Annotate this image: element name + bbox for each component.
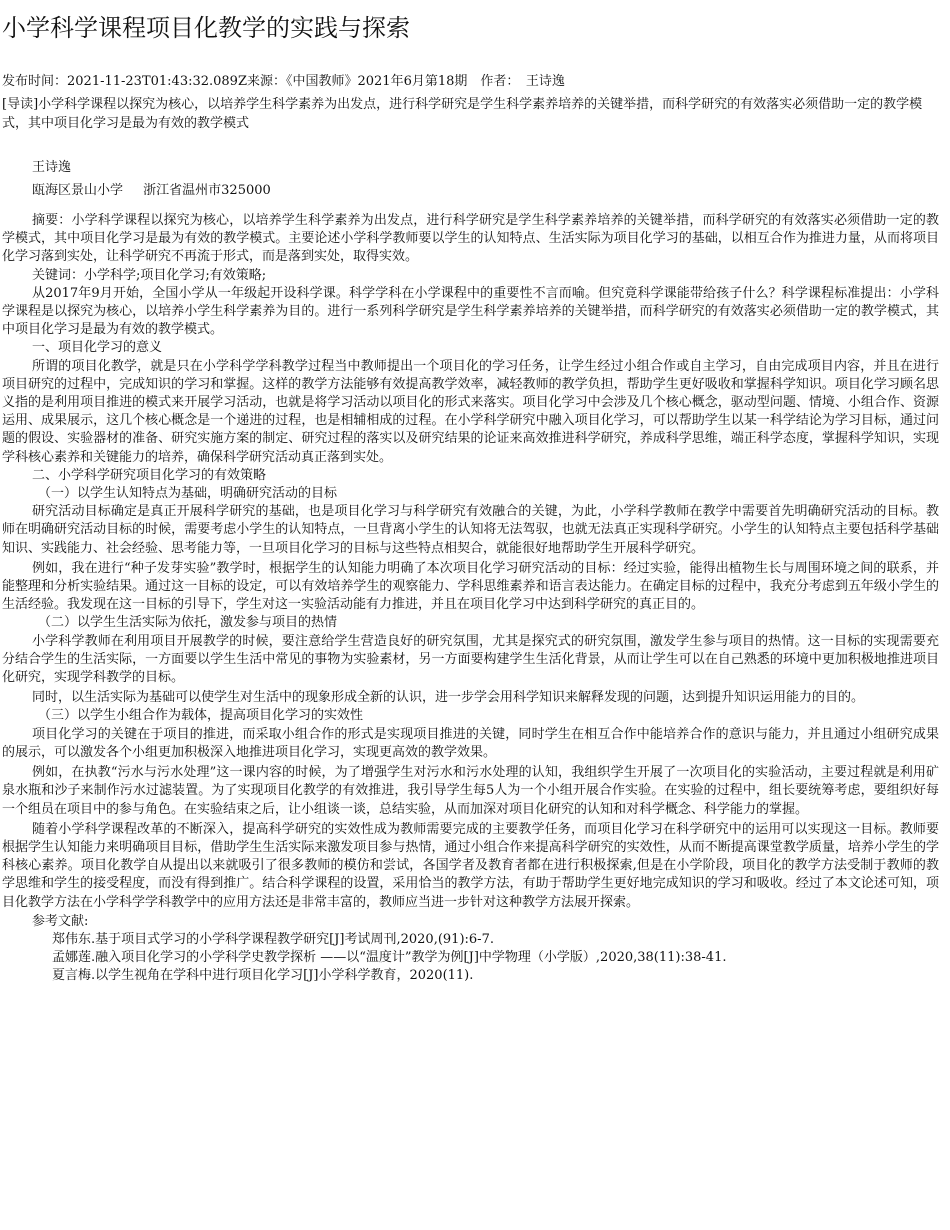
affiliation-school: 瓯海区景山小学 [32, 183, 124, 198]
subsection-2-paragraph: 小学科学教师在利用项目开展教学的时候，要注意给学生营造良好的研究氛围，尤其是探究式的研究氛围，激发学生参与项目的热情。这一目标的实现需要充分结合学生的生活实际，一方面要以学生生活中常见的事物为实验素材，另一方面要构建学生生活化背景，从而让学生可以在自己熟悉的环境中更加积极地推进项目化研究，实现学科教学的目标。 [2, 633, 939, 686]
references [2, 913, 939, 986]
subsection-2-paragraph-2: 同时，以生活实际为基础可以使学生对生活中的现象形成全新的认识，进一步学会用科学知识来解释发现的问题，达到提升知识运用能力的目的。 [32, 690, 865, 706]
author-name: 王诗逸 [32, 160, 72, 175]
article-meta: 发布时间：2021-11-23T01:43:32.089Z来源：《中国教师》2021年6月第18期 作者： 王诗逸 [2, 74, 565, 89]
article-lead: [导读]小学科学课程以探究为核心，以培养学生科学素养为出发点，进行科学研究是学生科学素养培养的关键举措，而科学研究的有效落实必须借助一定的教学模式，其中项目化学习是最为有效的教学模式 [2, 97, 923, 131]
author-block [32, 156, 287, 202]
article-title: 小学科学课程项目化教学的实践与探索 [2, 14, 410, 42]
abstract: 摘要：小学科学课程以探究为核心，以培养学生科学素养为出发点，进行科学研究是学生科学素养培养的关键举措，而科学研究的有效落实必须借助一定的教学模式，其中项目化学习是最为有效的教学模式。主要论述小学科学教师要以学生的认知特点、生活实际为项目化学习的基础，以相互合作为推进力量，从而将项目化学习落到实处，让科学研究不再流于形式，而是落到实处，取得实效。 [2, 213, 939, 265]
reference-item: 夏言梅.以学生视角在学科中进行项目化学习[J]小学科学教育，2020(11). [52, 968, 474, 984]
author-affiliation [32, 179, 287, 202]
subsection-3-paragraph: 项目化学习的关键在于项目的推进，而采取小组合作的形式是实现项目推进的关键，同时学生在相互合作中能培养合作的意识与能力，并且通过小组研究成果的展示，可以激发各个小组更加积极深入地推进项目化学习，实现更高效的教学效果。 [2, 726, 939, 760]
conclusion-paragraph: 随着小学科学课程改革的不断深入，提高科学研究的实效性成为教师需要完成的主要教学任务，而项目化学习在科学研究中的运用可以实现这一目标。教师要根据学生认知能力来明确项目目标，借助学生生活实际来激发项目参与热情，通过小组合作来提高科学研究的实效性，从而不断提高课堂教学质量，培养小学生的学科核心素养。项目化教学自从提出以来就吸引了很多教师的模仿和尝试，各国学者及教育者都在进行积极探索,但是在小学阶段，项目化的教学方法受制于教师的教学思维和学生的接受程度，而没有得到推广。结合科学课程的设置，采用恰当的教学方法，有助于帮助学生更好地完成知识的学习和吸收。经过了本文论述可知，项目化教学方法在小学科学学科教学中的应用方法还是非常丰富的，教师应当进一步针对这种教学方法展开探索。 [2, 821, 939, 910]
section-1-paragraph: 所谓的项目化教学，就是只在小学科学学科教学过程当中教师提出一个项目化的学习任务，让学生经过小组合作或自主学习，自由完成项目内容，并且在进行项目研究的过程中，完成知识的学习和掌握。这样的教学方法能够有效提高教学效率，减轻教师的教学负担，帮助学生更好吸收和掌握科学知识。项目化学习顾名思义指的是利用项目推进的模式来开展学习活动，也就是将学习活动以项目化的形式来落实。项目化学习中会涉及几个核心概念，驱动型问题、情境、小组合作、资源运用、成果展示，这几个核心概念是一个递进的过程，也是相辅相成的过程。在小学科学研究中融入项目化学习，可以帮助学生以某一科学结论为学习目标，通过问题的假设、实验器材的准备、研究实施方案的制定、研究过程的落实以及研究结果的论证来高效推进科学研究，养成科学思维，端正科学态度，掌握科学知识，实现学科核心素养和关键能力的培养，确保科学研究活动真正落到实处。 [2, 358, 939, 465]
reference-item: 郑伟东.基于项目式学习的小学科学课程教学研究[J]考试周刊,2020,(91):6-7. [52, 931, 494, 947]
subsection-heading-2: （二）以学生生活实际为依托，激发参与项目的热情 [38, 615, 338, 631]
keywords: 关键词：小学科学;项目化学习;有效策略; [32, 267, 267, 283]
subsection-heading-3: （三）以学生小组合作为载体，提高项目化学习的实效性 [38, 708, 364, 724]
intro-paragraph: 从2017年9月开始，全国小学从一年级起开设科学课。科学学科在小学课程中的重要性不言而喻。但究竟科学课能带给孩子什么？科学课程标准提出：小学科学课程是以探究为核心，以培养小学生科学素养为目的。进行一系列科学研究是学生科学素养培养的关键举措，而科学研究的有效落实必须借助一定的教学模式，其中项目化学习是最为有效的教学模式。 [2, 285, 939, 338]
article-body [2, 212, 939, 986]
references-title: 参考文献: [32, 913, 89, 929]
reference-item: 孟娜莲.融入项目化学习的小学科学史教学探析 ——以“温度计”教学为例[J]中学物理（小学版）,2020,38(11):38-41. [52, 950, 727, 966]
affiliation-address: 浙江省温州市325000 [143, 183, 271, 198]
subsection-1-example: 例如，我在进行“种子发芽实验”教学时，根据学生的认知能力明确了本次项目化学习研究活动的目标：经过实验，能得出植物生长与周围环境之间的联系，并能整理和分析实验结果。通过这一目标的设定，可以有效培养学生的观察能力、学科思维素养和语言表达能力。在确定目标的过程中，我充分考虑到五年级小学生的生活经验。我发现在这一目标的引导下，学生对这一实验活动能有力推进，并且在项目化学习中达到科学研究的真正目的。 [2, 560, 939, 613]
subsection-heading-1: （一）以学生认知特点为基础，明确研究活动的目标 [38, 486, 338, 502]
subsection-3-example: 例如，在执教“污水与污水处理”这一课内容的时候，为了增强学生对污水和污水处理的认知，我组织学生开展了一次项目化的实验活动，主要过程就是利用矿泉水瓶和沙子来制作污水过滤装置。为了实现项目化教学的有效推进，我引导学生每5人为一个小组开展合作实验。在实验的过程中，组长要统筹考虑，要组织好每一个组员在项目中的参与角色。在实验结束之后，让小组谈一谈，总结实验，从而加深对项目化研究的认知和对科学概念、科学能力的掌握。 [2, 765, 939, 817]
section-heading-1: 一、项目化学习的意义 [32, 340, 163, 356]
section-heading-2: 二、小学科学研究项目化学习的有效策略 [32, 467, 267, 483]
subsection-1-paragraph: 研究活动目标确定是真正开展科学研究的基础，也是项目化学习与科学研究有效融合的关键，为此，小学科学教师在教学中需要首先明确研究活动的目标。教师在明确研究活动目标的时候，需要考虑小学生的认知特点，一旦背离小学生的认知将无法驾驭，也就无法真正实现科学研究。小学生的认知特点主要包括科学基础知识、实践能力、社会经验、思考能力等，一旦项目化学习的目标与这些特点相契合，就能很好地帮助学生开展科学研究。 [2, 504, 939, 556]
